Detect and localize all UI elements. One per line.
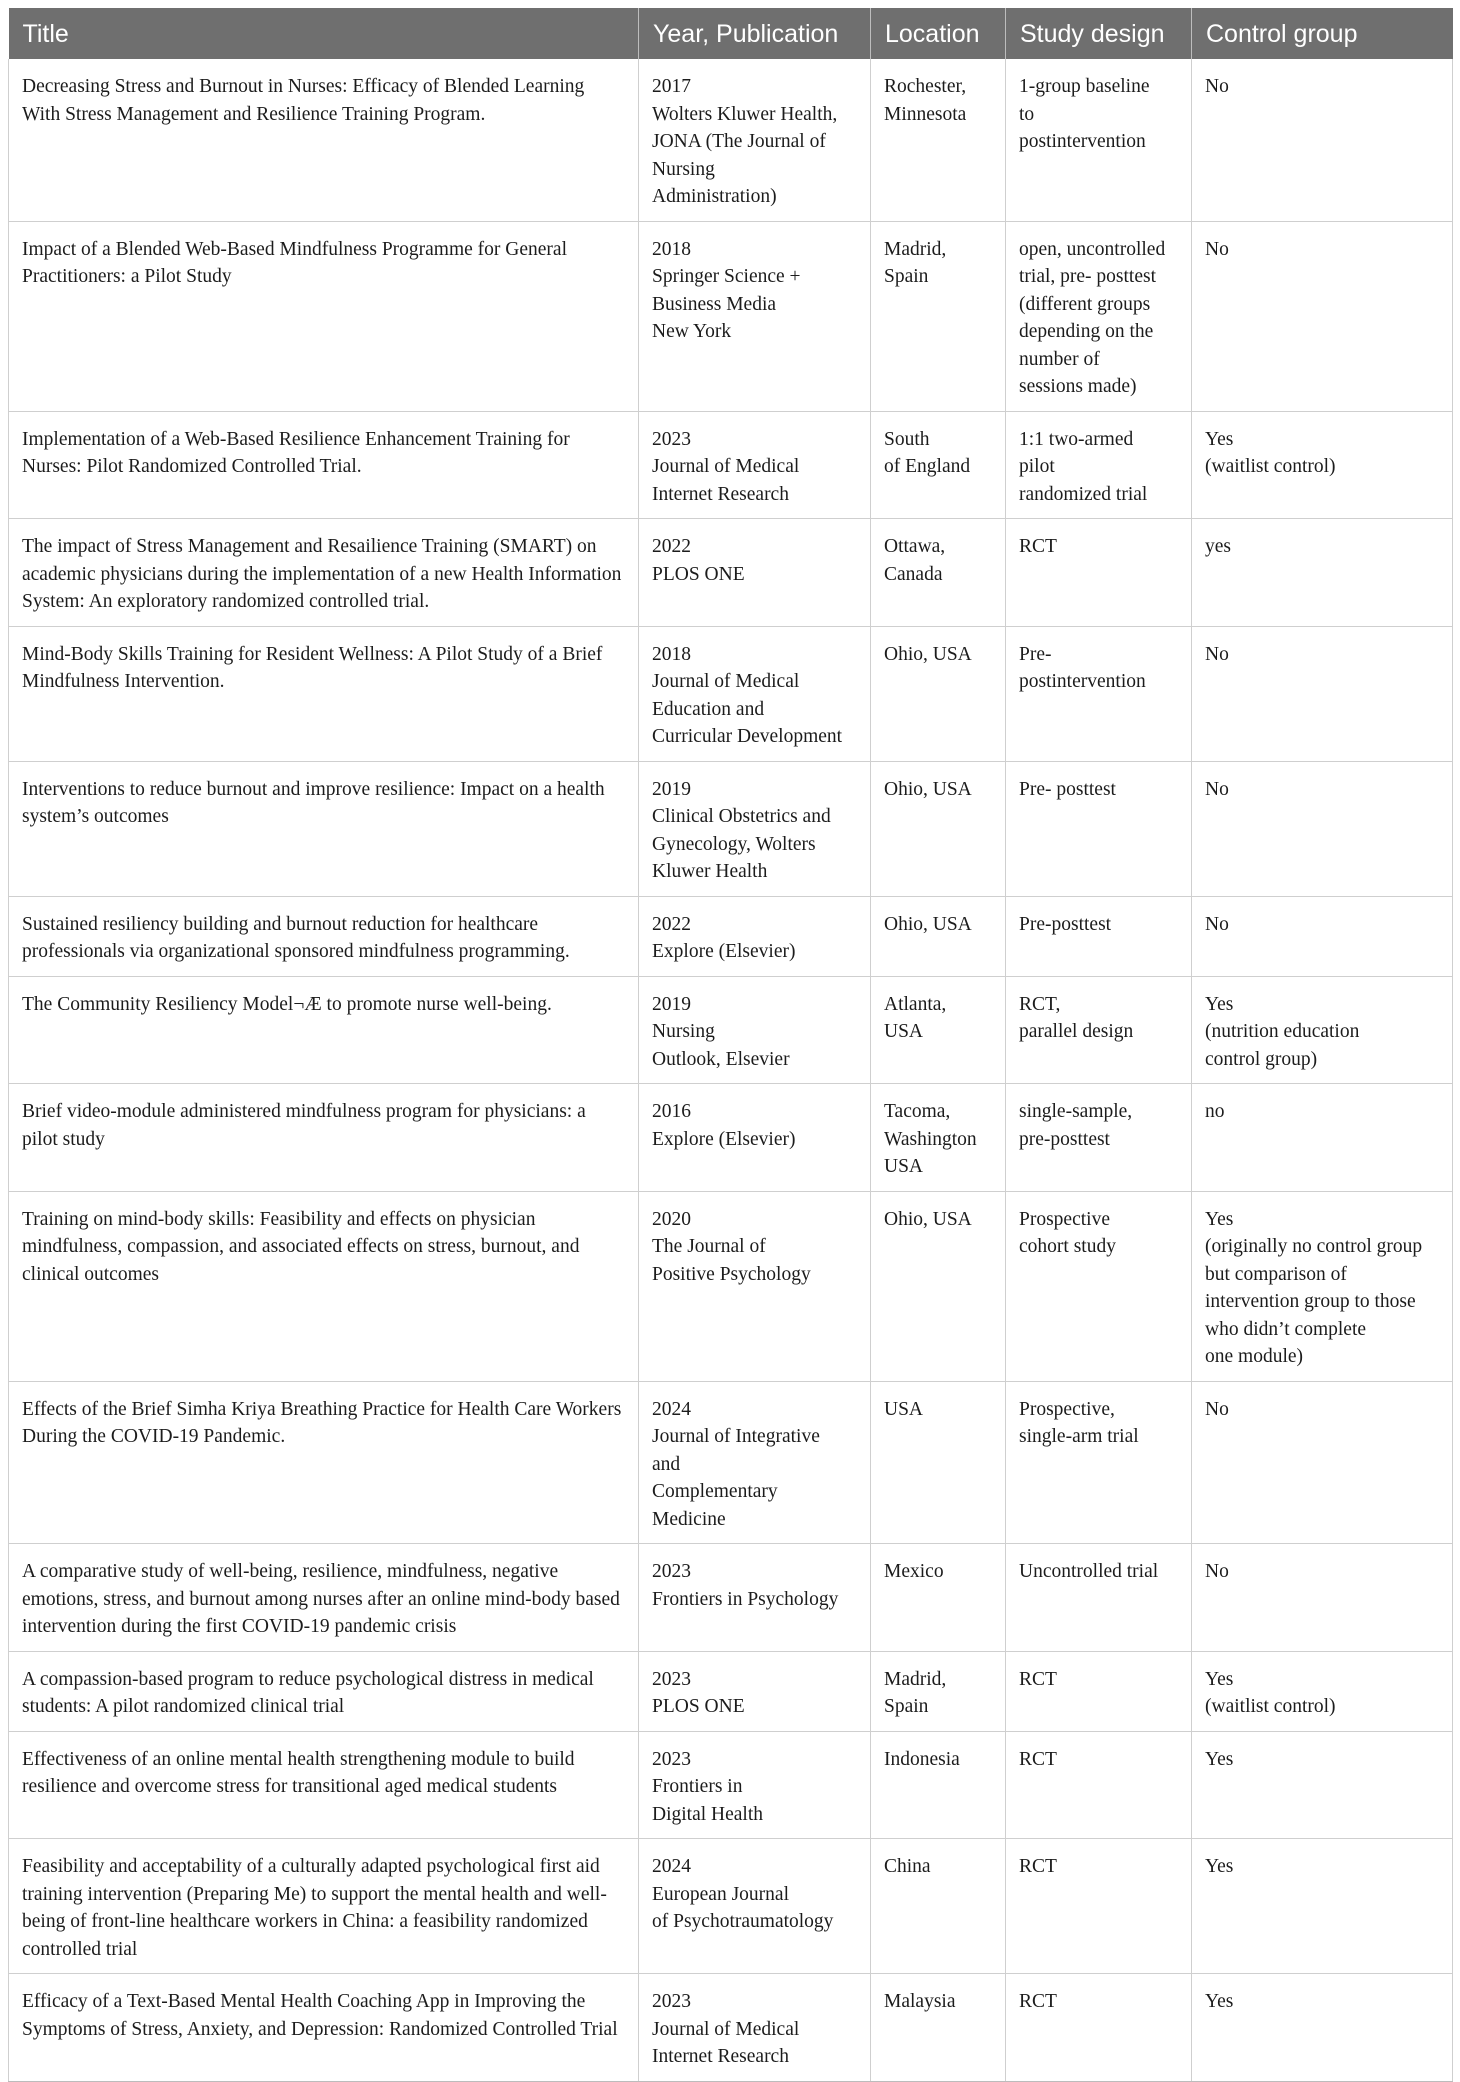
cell-study-design: RCT <box>1006 1651 1192 1731</box>
cell-location: China <box>871 1839 1006 1974</box>
cell-study-design: RCT, parallel design <box>1006 976 1192 1084</box>
cell-control-group: No <box>1192 896 1453 976</box>
cell-control-group: no <box>1192 1084 1453 1192</box>
studies-table <box>8 8 1453 2082</box>
table-row <box>9 519 1453 627</box>
cell-title: The impact of Stress Management and Resailience Training (SMART) on academic physicians during the implementation of a new Health Information System: An exploratory randomized controlled trial. <box>9 519 639 627</box>
cell-year-publication: 2023 PLOS ONE <box>639 1651 871 1731</box>
cell-title: Interventions to reduce burnout and improve resilience: Impact on a health system’s outcomes <box>9 761 639 896</box>
cell-year-publication: 2018 Journal of Medical Education and Curricular Development <box>639 626 871 761</box>
cell-location: Madrid, Spain <box>871 221 1006 411</box>
cell-year-publication: 2023 Frontiers in Digital Health <box>639 1731 871 1839</box>
cell-location: Tacoma, Washington USA <box>871 1084 1006 1192</box>
cell-title: Effects of the Brief Simha Kriya Breathing Practice for Health Care Workers During the COVID-19 Pandemic. <box>9 1381 639 1544</box>
cell-location: Mexico <box>871 1544 1006 1652</box>
table-row <box>9 1839 1453 1974</box>
table-row <box>9 1974 1453 2082</box>
cell-control-group: yes <box>1192 519 1453 627</box>
cell-year-publication: 2018 Springer Science + Business Media New York <box>639 221 871 411</box>
cell-study-design: Pre- posttest <box>1006 761 1192 896</box>
table-row <box>9 1731 1453 1839</box>
table-row <box>9 1651 1453 1731</box>
table-row <box>9 896 1453 976</box>
cell-location: Ohio, USA <box>871 626 1006 761</box>
cell-location: Rochester, Minnesota <box>871 59 1006 221</box>
cell-year-publication: 2016 Explore (Elsevier) <box>639 1084 871 1192</box>
table-row <box>9 1381 1453 1544</box>
cell-study-design: RCT <box>1006 1839 1192 1974</box>
cell-control-group: No <box>1192 221 1453 411</box>
table-row <box>9 221 1453 411</box>
header-location: Location <box>871 8 1006 59</box>
table-body <box>9 59 1453 2081</box>
header-study-design: Study design <box>1006 8 1192 59</box>
cell-control-group: Yes <box>1192 1839 1453 1974</box>
table-row <box>9 1084 1453 1192</box>
cell-control-group: Yes (waitlist control) <box>1192 1651 1453 1731</box>
cell-control-group: Yes <box>1192 1974 1453 2082</box>
cell-year-publication: 2020 The Journal of Positive Psychology <box>639 1191 871 1381</box>
cell-year-publication: 2019 Clinical Obstetrics and Gynecology, Wolters Kluwer Health <box>639 761 871 896</box>
header-row <box>9 8 1453 59</box>
cell-control-group: Yes (nutrition education control group) <box>1192 976 1453 1084</box>
cell-location: Indonesia <box>871 1731 1006 1839</box>
cell-control-group: No <box>1192 761 1453 896</box>
header-year-publication: Year, Publication <box>639 8 871 59</box>
table-row <box>9 976 1453 1084</box>
table-row <box>9 1544 1453 1652</box>
cell-location: Ohio, USA <box>871 761 1006 896</box>
cell-title: Feasibility and acceptability of a culturally adapted psychological first aid training intervention (Preparing Me) to support the mental health and well-being of front-line healthcare workers in China: a feasibility randomized controlled trial <box>9 1839 639 1974</box>
cell-study-design: RCT <box>1006 519 1192 627</box>
cell-location: Madrid, Spain <box>871 1651 1006 1731</box>
cell-location: USA <box>871 1381 1006 1544</box>
cell-control-group: Yes (originally no control group but comparison of intervention group to those who didn’t complete one module) <box>1192 1191 1453 1381</box>
cell-location: Ohio, USA <box>871 896 1006 976</box>
cell-location: Atlanta, USA <box>871 976 1006 1084</box>
cell-control-group: No <box>1192 1544 1453 1652</box>
header-control-group: Control group <box>1192 8 1453 59</box>
cell-year-publication: 2019 Nursing Outlook, Elsevier <box>639 976 871 1084</box>
table-header <box>9 8 1453 59</box>
table-row <box>9 411 1453 519</box>
cell-year-publication: 2023 Journal of Medical Internet Research <box>639 411 871 519</box>
cell-location: Ohio, USA <box>871 1191 1006 1381</box>
cell-control-group: No <box>1192 1381 1453 1544</box>
studies-table-container <box>8 8 1452 2082</box>
cell-year-publication: 2023 Journal of Medical Internet Research <box>639 1974 871 2082</box>
cell-control-group: No <box>1192 626 1453 761</box>
cell-year-publication: 2022 PLOS ONE <box>639 519 871 627</box>
cell-title: Effectiveness of an online mental health strengthening module to build resilience and overcome stress for transitional aged medical students <box>9 1731 639 1839</box>
cell-year-publication: 2017 Wolters Kluwer Health, JONA (The Journal of Nursing Administration) <box>639 59 871 221</box>
cell-title: The Community Resiliency Model¬Æ to promote nurse well-being. <box>9 976 639 1084</box>
cell-year-publication: 2022 Explore (Elsevier) <box>639 896 871 976</box>
cell-study-design: 1:1 two-armed pilot randomized trial <box>1006 411 1192 519</box>
cell-title: Brief video-module administered mindfulness program for physicians: a pilot study <box>9 1084 639 1192</box>
cell-study-design: RCT <box>1006 1974 1192 2082</box>
table-row <box>9 761 1453 896</box>
cell-title: Efficacy of a Text-Based Mental Health Coaching App in Improving the Symptoms of Stress, Anxiety, and Depression: Randomized Controlled Trial <box>9 1974 639 2082</box>
cell-study-design: 1-group baseline to postintervention <box>1006 59 1192 221</box>
cell-study-design: RCT <box>1006 1731 1192 1839</box>
cell-study-design: Prospective cohort study <box>1006 1191 1192 1381</box>
cell-title: A comparative study of well-being, resilience, mindfulness, negative emotions, stress, and burnout among nurses after an online mind-body based intervention during the first COVID-19 pandemic crisis <box>9 1544 639 1652</box>
table-row <box>9 626 1453 761</box>
cell-location: South of England <box>871 411 1006 519</box>
cell-title: Training on mind-body skills: Feasibility and effects on physician mindfulness, compassion, and associated effects on stress, burnout, and clinical outcomes <box>9 1191 639 1381</box>
cell-year-publication: 2024 European Journal of Psychotraumatology <box>639 1839 871 1974</box>
table-row <box>9 59 1453 221</box>
cell-title: Sustained resiliency building and burnout reduction for healthcare professionals via organizational sponsored mindfulness programming. <box>9 896 639 976</box>
cell-study-design: open, uncontrolled trial, pre- posttest (different groups depending on the number of sessions made) <box>1006 221 1192 411</box>
cell-title: Mind-Body Skills Training for Resident Wellness: A Pilot Study of a Brief Mindfulness Intervention. <box>9 626 639 761</box>
table-row <box>9 1191 1453 1381</box>
cell-year-publication: 2024 Journal of Integrative and Complementary Medicine <box>639 1381 871 1544</box>
cell-study-design: Pre- postintervention <box>1006 626 1192 761</box>
cell-location: Malaysia <box>871 1974 1006 2082</box>
cell-control-group: No <box>1192 59 1453 221</box>
header-title: Title <box>9 8 639 59</box>
cell-title: A compassion-based program to reduce psychological distress in medical students: A pilot randomized clinical trial <box>9 1651 639 1731</box>
cell-title: Decreasing Stress and Burnout in Nurses: Efficacy of Blended Learning With Stress Management and Resilience Training Program. <box>9 59 639 221</box>
cell-control-group: Yes <box>1192 1731 1453 1839</box>
cell-study-design: Pre-posttest <box>1006 896 1192 976</box>
cell-year-publication: 2023 Frontiers in Psychology <box>639 1544 871 1652</box>
cell-title: Impact of a Blended Web-Based Mindfulness Programme for General Practitioners: a Pilot Study <box>9 221 639 411</box>
cell-control-group: Yes (waitlist control) <box>1192 411 1453 519</box>
cell-study-design: Uncontrolled trial <box>1006 1544 1192 1652</box>
cell-title: Implementation of a Web-Based Resilience Enhancement Training for Nurses: Pilot Randomized Controlled Trial. <box>9 411 639 519</box>
cell-study-design: Prospective, single-arm trial <box>1006 1381 1192 1544</box>
cell-study-design: single-sample, pre-posttest <box>1006 1084 1192 1192</box>
cell-location: Ottawa, Canada <box>871 519 1006 627</box>
